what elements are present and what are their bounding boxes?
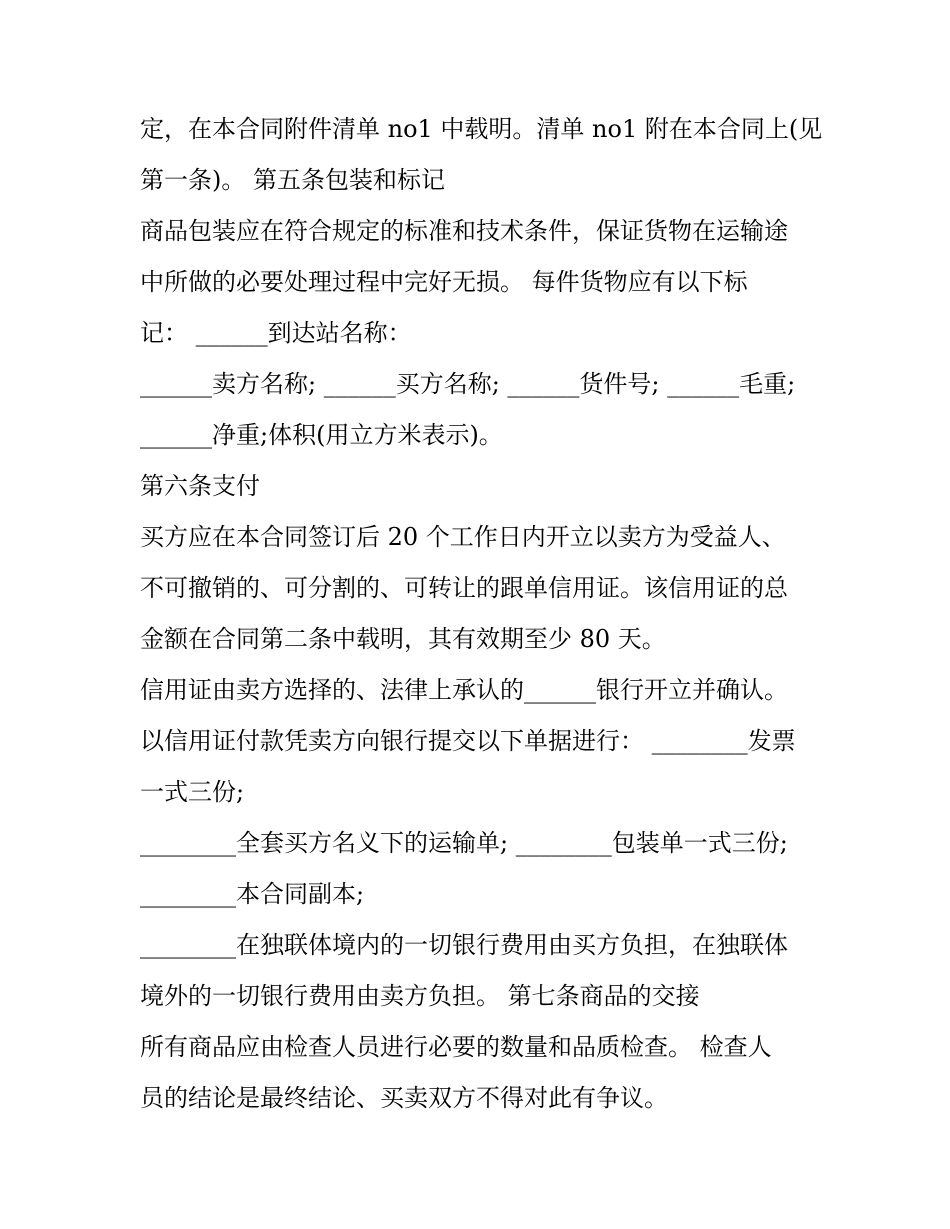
text-line: 买方应在本合同签订后 20 个工作日内开立以卖方为受益人、 bbox=[140, 523, 786, 551]
section-heading: 第六条支付 bbox=[140, 472, 260, 500]
text-line: 中所做的必要处理过程中完好无损。 每件货物应有以下标 bbox=[140, 268, 748, 296]
text-line: 以信用证付款凭卖方向银行提交以下单据进行： ________发票 bbox=[140, 727, 796, 755]
document-body bbox=[140, 104, 823, 1124]
text-line: 不可撤销的、可分割的、可转让的跟单信用证。该信用证的总 bbox=[140, 574, 788, 602]
text-line: 第一条)。 第五条包装和标记 bbox=[140, 166, 445, 194]
text-line: 商品包装应在符合规定的标准和技术条件，保证货物在运输途 bbox=[140, 217, 788, 245]
text-line: 员的结论是最终结论、买卖双方不得对此有争议。 bbox=[140, 1084, 668, 1112]
text-line: ________全套买方名义下的运输单; ________包装单一式三份; bbox=[140, 829, 788, 857]
text-line: ______卖方名称; ______买方名称; ______货件号; ______毛重; bbox=[140, 370, 796, 398]
text-line: 金额在合同第二条中载明，其有效期至少 80 天。 bbox=[140, 625, 666, 653]
text-line: 定，在本合同附件清单 no1 中载明。清单 no1 附在本合同上(见 bbox=[140, 115, 823, 143]
text-line: 一式三份; bbox=[140, 778, 245, 806]
text-line: 记： ______到达站名称： bbox=[140, 319, 412, 347]
text-line: 信用证由卖方选择的、法律上承认的______银行开立并确认。 bbox=[140, 676, 788, 704]
text-line: 境外的一切银行费用由卖方负担。 第七条商品的交接 bbox=[140, 982, 700, 1010]
text-line: 所有商品应由检查人员进行必要的数量和品质检查。 检查人 bbox=[140, 1033, 772, 1061]
text-line: ______净重;体积(用立方米表示)。 bbox=[140, 421, 503, 449]
text-line: ________本合同副本; bbox=[140, 880, 365, 908]
text-line: ________在独联体境内的一切银行费用由买方负担，在独联体 bbox=[140, 931, 788, 959]
